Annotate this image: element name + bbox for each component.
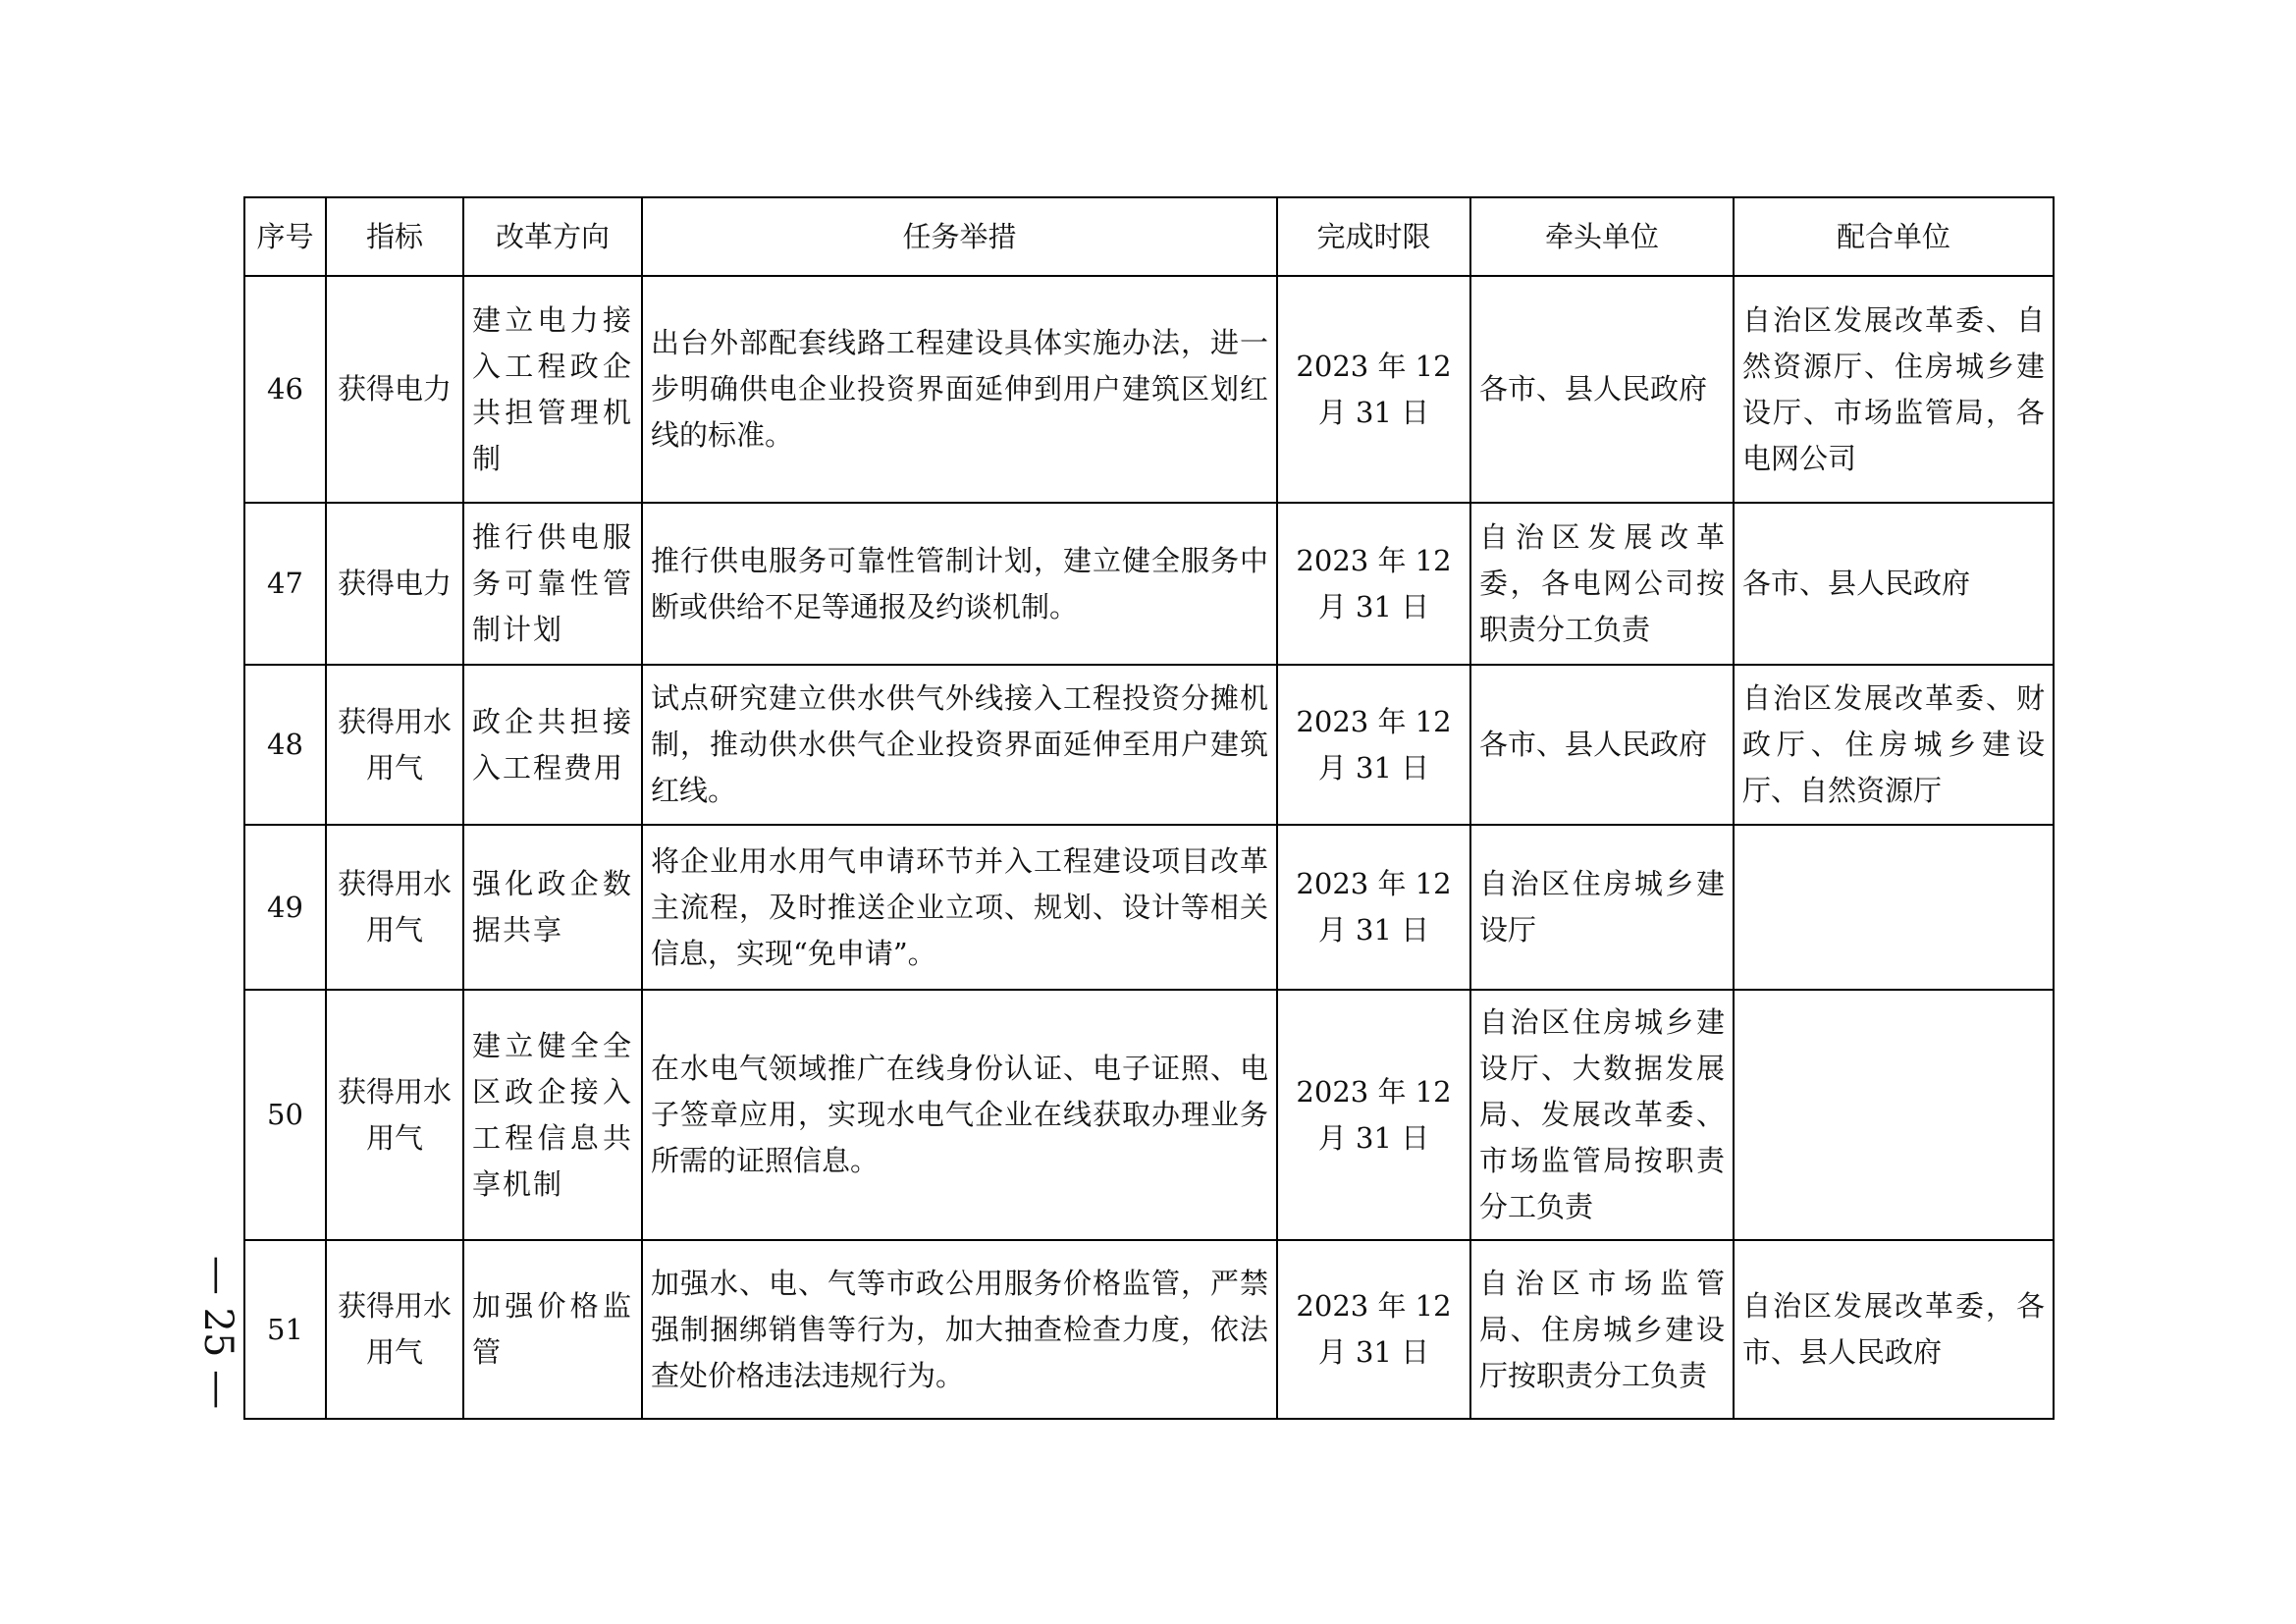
cell-coop: 自治区发展改革委，各市、县人民政府 [1734, 1240, 2054, 1419]
cell-lead: 自治区住房城乡建设厅 [1470, 825, 1734, 990]
page-number: — 25 — [195, 1255, 240, 1410]
cell-task: 加强水、电、气等市政公用服务价格监管，严禁强制捆绑销售等行为，加大抽查检查力度，依法查处价格违法违规行为。 [642, 1240, 1277, 1419]
cell-no: 47 [244, 503, 326, 665]
cell-no: 48 [244, 665, 326, 825]
cell-no: 50 [244, 990, 326, 1240]
header-task: 任务举措 [642, 197, 1277, 276]
cell-direction: 建立健全全区政企接入工程信息共享机制 [463, 990, 642, 1240]
table-row [244, 1240, 2054, 1419]
cell-task: 在水电气领域推广在线身份认证、电子证照、电子签章应用，实现水电气企业在线获取办理业务所需的证照信息。 [642, 990, 1277, 1240]
header-lead: 牵头单位 [1470, 197, 1734, 276]
cell-task: 试点研究建立供水供气外线接入工程投资分摊机制，推动供水供气企业投资界面延伸至用户建筑红线。 [642, 665, 1277, 825]
cell-direction: 推行供电服务可靠性管制计划 [463, 503, 642, 665]
cell-no: 46 [244, 276, 326, 503]
cell-indicator: 获得用水用气 [326, 1240, 463, 1419]
header-coop: 配合单位 [1734, 197, 2054, 276]
table-row [244, 503, 2054, 665]
table-row [244, 990, 2054, 1240]
cell-lead: 自治区市场监管局、住房城乡建设厅按职责分工负责 [1470, 1240, 1734, 1419]
cell-indicator: 获得用水用气 [326, 825, 463, 990]
cell-lead: 各市、县人民政府 [1470, 276, 1734, 503]
cell-deadline: 2023 年 12 月 31 日 [1277, 990, 1470, 1240]
cell-no: 51 [244, 1240, 326, 1419]
cell-direction: 政企共担接入工程费用 [463, 665, 642, 825]
cell-indicator: 获得用水用气 [326, 665, 463, 825]
cell-task: 出台外部配套线路工程建设具体实施办法，进一步明确供电企业投资界面延伸到用户建筑区划红线的标准。 [642, 276, 1277, 503]
cell-lead: 自治区发展改革委，各电网公司按职责分工负责 [1470, 503, 1734, 665]
cell-coop [1734, 825, 2054, 990]
table-row [244, 825, 2054, 990]
cell-lead: 各市、县人民政府 [1470, 665, 1734, 825]
cell-coop: 自治区发展改革委、财政厅、住房城乡建设厅、自然资源厅 [1734, 665, 2054, 825]
cell-direction: 强化政企数据共享 [463, 825, 642, 990]
cell-coop [1734, 990, 2054, 1240]
cell-coop: 自治区发展改革委、自然资源厅、住房城乡建设厅、市场监管局，各电网公司 [1734, 276, 2054, 503]
header-indicator: 指标 [326, 197, 463, 276]
table-row [244, 665, 2054, 825]
cell-no: 49 [244, 825, 326, 990]
cell-task: 将企业用水用气申请环节并入工程建设项目改革主流程，及时推送企业立项、规划、设计等相关信息，实现“免申请”。 [642, 825, 1277, 990]
header-row [244, 197, 2054, 276]
cell-indicator: 获得用水用气 [326, 990, 463, 1240]
header-direction: 改革方向 [463, 197, 642, 276]
cell-deadline: 2023 年 12 月 31 日 [1277, 276, 1470, 503]
cell-direction: 加强价格监管 [463, 1240, 642, 1419]
cell-coop: 各市、县人民政府 [1734, 503, 2054, 665]
cell-lead: 自治区住房城乡建设厅、大数据发展局、发展改革委、市场监管局按职责分工负责 [1470, 990, 1734, 1240]
cell-indicator: 获得电力 [326, 276, 463, 503]
cell-indicator: 获得电力 [326, 503, 463, 665]
cell-deadline: 2023 年 12 月 31 日 [1277, 503, 1470, 665]
cell-deadline: 2023 年 12 月 31 日 [1277, 1240, 1470, 1419]
header-no: 序号 [244, 197, 326, 276]
cell-direction: 建立电力接入工程政企共担管理机制 [463, 276, 642, 503]
task-table [243, 196, 2055, 1420]
cell-deadline: 2023 年 12 月 31 日 [1277, 825, 1470, 990]
table-row [244, 276, 2054, 503]
cell-task: 推行供电服务可靠性管制计划，建立健全服务中断或供给不足等通报及约谈机制。 [642, 503, 1277, 665]
header-deadline: 完成时限 [1277, 197, 1470, 276]
cell-deadline: 2023 年 12 月 31 日 [1277, 665, 1470, 825]
